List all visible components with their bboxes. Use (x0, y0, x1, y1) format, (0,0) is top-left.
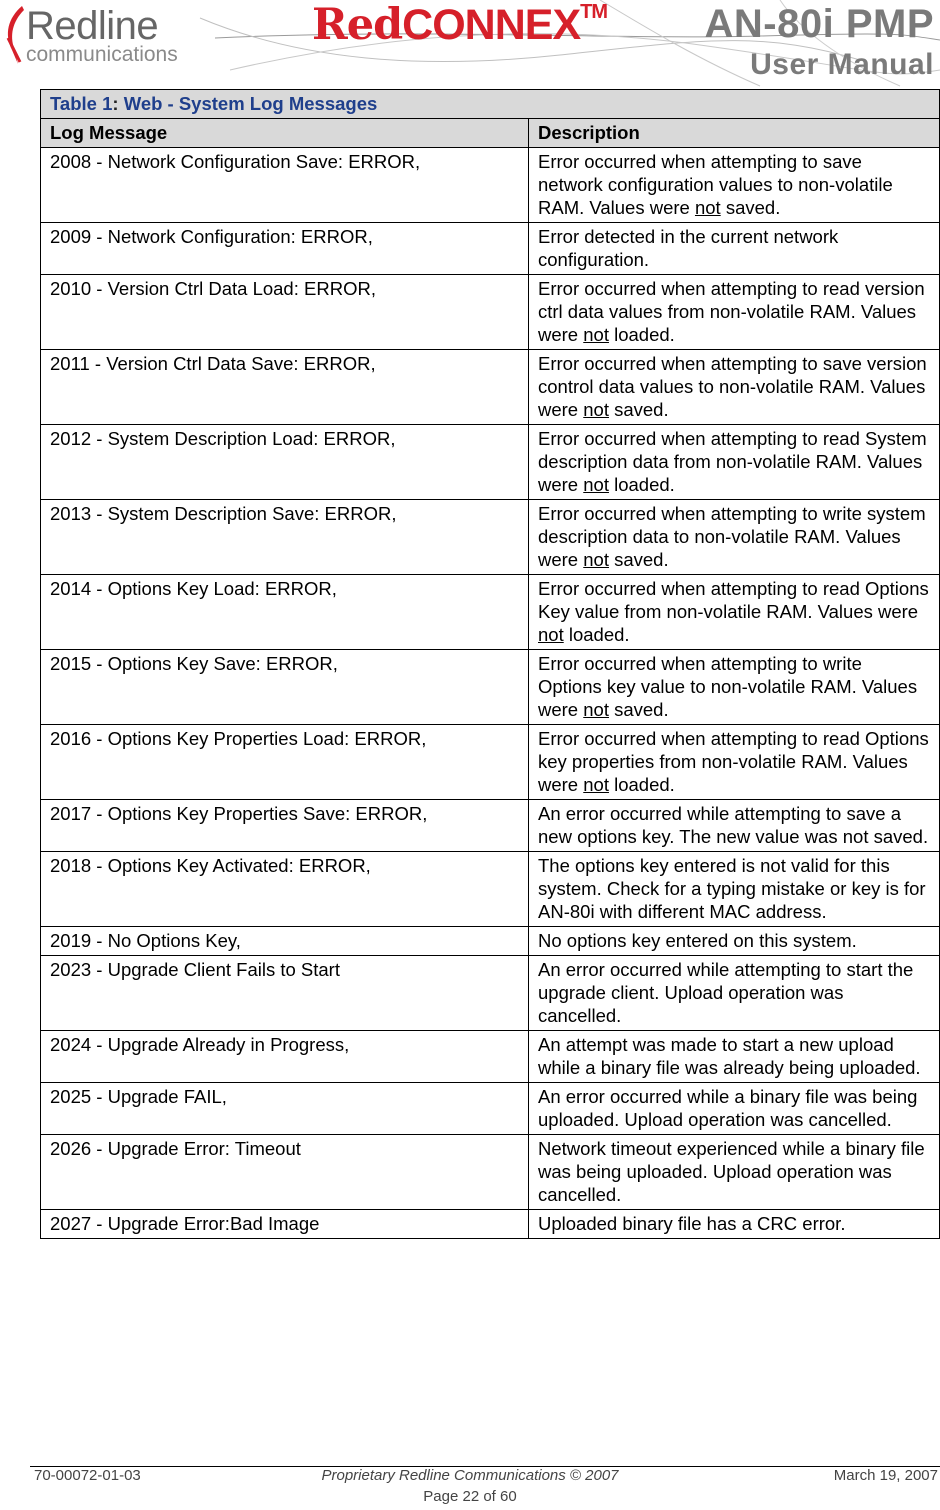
description-cell (529, 1210, 940, 1239)
document-type: User Manual (750, 48, 934, 81)
table-row (41, 1210, 940, 1239)
description-cell (529, 425, 940, 500)
description-text-end: saved. (608, 699, 669, 720)
log-message-cell: 2010 - Version Ctrl Data Load: ERROR, (41, 275, 529, 350)
table-title: Web - System Log Messages (123, 93, 378, 114)
table-caption-row (41, 90, 940, 119)
brand-trademark: TM (580, 0, 608, 23)
log-message-cell: 2024 - Upgrade Already in Progress, (41, 1031, 529, 1083)
log-message-cell: 2009 - Network Configuration: ERROR, (41, 223, 529, 275)
description-cell (529, 575, 940, 650)
table-row (41, 575, 940, 650)
table-row (41, 1031, 940, 1083)
column-header-description: Description (529, 119, 940, 148)
description-cell (529, 1135, 940, 1210)
description-text-end: loaded. (608, 324, 675, 345)
description-emphasis: not (694, 197, 721, 218)
table-body (41, 148, 940, 1239)
description-text: An attempt was made to start a new upload while a binary file was already being uploaded. (538, 1034, 921, 1078)
footer-date: March 19, 2007 (833, 1467, 938, 1484)
description-cell (529, 725, 940, 800)
log-message-cell: 2013 - System Description Save: ERROR, (41, 500, 529, 575)
description-text: Network timeout experienced while a binary file was being uploaded. Upload operation was cancelled. (538, 1138, 925, 1205)
brand-logo (312, 0, 607, 50)
description-text: Uploaded binary file has a CRC error. (538, 1213, 846, 1234)
description-cell (529, 223, 940, 275)
table-row (41, 852, 940, 927)
description-cell (529, 1083, 940, 1135)
description-emphasis: not (583, 774, 609, 795)
log-message-cell: 2012 - System Description Load: ERROR, (41, 425, 529, 500)
log-messages-table (40, 89, 940, 1239)
log-message-cell: 2008 - Network Configuration Save: ERROR, (41, 148, 529, 223)
page-header (0, 0, 940, 86)
description-text: An error occurred while a binary file was being uploaded. Upload operation was cancelled. (538, 1086, 918, 1130)
description-text-end: loaded. (608, 774, 675, 795)
description-cell (529, 650, 940, 725)
description-text-end: saved. (720, 197, 781, 218)
brand-red-text: Red (312, 0, 403, 50)
log-message-cell: 2015 - Options Key Save: ERROR, (41, 650, 529, 725)
log-message-cell: 2017 - Options Key Properties Save: ERROR, (41, 800, 529, 852)
table-row (41, 1083, 940, 1135)
log-message-cell: 2014 - Options Key Load: ERROR, (41, 575, 529, 650)
description-cell (529, 350, 940, 425)
description-emphasis: not (583, 474, 609, 495)
log-message-cell: 2016 - Options Key Properties Load: ERROR, (41, 725, 529, 800)
table-row (41, 1135, 940, 1210)
table-row (41, 425, 940, 500)
table-header-row (41, 119, 940, 148)
description-text: The options key entered is not valid for this system. Check for a typing mistake or key is for AN-80i with different MAC address. (538, 855, 926, 922)
description-text-end: saved. (608, 549, 669, 570)
log-message-cell: 2019 - No Options Key, (41, 927, 529, 956)
description-text: Error occurred when attempting to write Options key value to non-volatile RAM. Values were (538, 653, 918, 720)
description-emphasis: not (583, 399, 609, 420)
description-text-end: saved. (608, 399, 669, 420)
redline-logo-icon (2, 4, 28, 66)
description-cell (529, 956, 940, 1031)
description-text: No options key entered on this system. (538, 930, 857, 951)
table-row (41, 725, 940, 800)
description-cell (529, 852, 940, 927)
table-row (41, 800, 940, 852)
description-text: Error detected in the current network configuration. (538, 226, 839, 270)
company-subtitle: communications (26, 43, 178, 66)
description-emphasis: not (583, 699, 609, 720)
table-caption (41, 90, 940, 119)
description-cell (529, 927, 940, 956)
table-row (41, 956, 940, 1031)
description-text-end: loaded. (563, 624, 630, 645)
description-cell (529, 800, 940, 852)
table-row (41, 500, 940, 575)
table-row (41, 350, 940, 425)
footer-copyright: Proprietary Redline Communications © 2007 (321, 1467, 619, 1484)
description-emphasis: not (538, 624, 564, 645)
description-text: An error occurred while attempting to save a new options key. The new value was not saved. (538, 803, 929, 847)
description-text: Error occurred when attempting to save version control data values to non-volatile RAM. Values were (538, 353, 927, 420)
table-row (41, 275, 940, 350)
log-message-cell: 2025 - Upgrade FAIL, (41, 1083, 529, 1135)
description-text: Error occurred when attempting to save network configuration values to non-volatile RAM. Values were (538, 151, 893, 218)
log-message-cell: 2011 - Version Ctrl Data Save: ERROR, (41, 350, 529, 425)
table-caption-separator: : (112, 93, 124, 114)
log-message-cell: 2018 - Options Key Activated: ERROR, (41, 852, 529, 927)
table-row (41, 223, 940, 275)
table-number: Table 1 (50, 93, 113, 114)
description-text: Error occurred when attempting to read System description data from non-volatile RAM. Values were (538, 428, 927, 495)
footer-page-number: Page 22 of 60 (423, 1488, 517, 1505)
product-name: AN-80i PMP (704, 2, 934, 46)
description-cell (529, 500, 940, 575)
description-text: Error occurred when attempting to read Options Key value from non-volatile RAM. Values were (538, 578, 929, 622)
description-text: Error occurred when attempting to write system description data to non-volatile RAM. Values were (538, 503, 926, 570)
description-text: An error occurred while attempting to start the upgrade client. Upload operation was cancelled. (538, 959, 914, 1026)
log-message-cell: 2027 - Upgrade Error:Bad Image (41, 1210, 529, 1239)
log-message-cell: 2026 - Upgrade Error: Timeout (41, 1135, 529, 1210)
description-text: Error occurred when attempting to read Options key properties from non-volatile RAM. Values were (538, 728, 929, 795)
footer-doc-number: 70-00072-01-03 (34, 1467, 141, 1484)
description-emphasis: not (583, 549, 609, 570)
description-emphasis: not (583, 324, 609, 345)
company-name: Redline (26, 4, 159, 48)
description-cell (529, 148, 940, 223)
table-row (41, 927, 940, 956)
log-message-cell: 2023 - Upgrade Client Fails to Start (41, 956, 529, 1031)
description-text-end: loaded. (608, 474, 675, 495)
table-row (41, 148, 940, 223)
column-header-log-message: Log Message (41, 119, 529, 148)
table-row (41, 650, 940, 725)
brand-connex-text: CONNEX (402, 1, 581, 49)
description-cell (529, 1031, 940, 1083)
description-text: Error occurred when attempting to read version ctrl data values from non-volatile RAM. Values were (538, 278, 925, 345)
description-cell (529, 275, 940, 350)
